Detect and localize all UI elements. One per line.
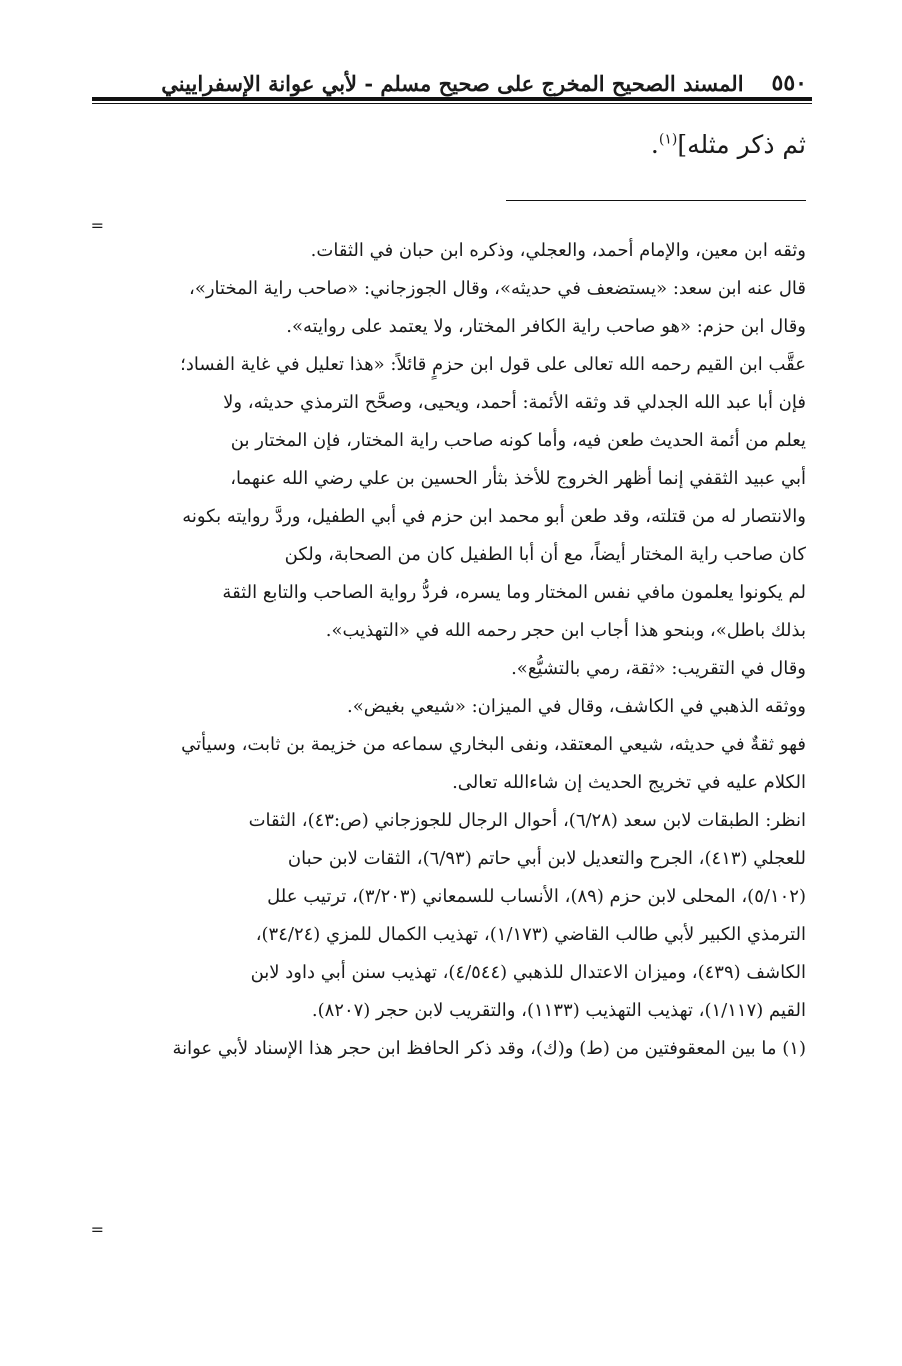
page-number: ٥٥٠ bbox=[771, 70, 807, 96]
footnote-line: فإن أبا عبد الله الجدلي قد وثقه الأئمة: أحمد، ويحيى، وصحَّح الترمذي حديثه، ولا bbox=[223, 392, 806, 413]
footnote-line: ووثقه الذهبي في الكاشف، وقال في الميزان: «شيعي بغيض». bbox=[347, 696, 806, 717]
footnote-line: انظر: الطبقات لابن سعد (٦/٢٨)، أحوال الرجال للجوزجاني (ص:٤٣)، الثقات bbox=[248, 810, 806, 831]
footnote-line: الكلام عليه في تخريج الحديث إن شاءالله تعالى. bbox=[452, 772, 806, 793]
continuation-mark-bottom: = bbox=[90, 1220, 104, 1239]
footnote-line: فهو ثقةٌ في حديثه، شيعي المعتقد، ونفى البخاري سماعه من خزيمة بن ثابت، وسيأتي bbox=[181, 734, 806, 755]
footnote-line: القيم (١/١١٧)، تهذيب التهذيب (١١٣٣)، والتقريب لابن حجر (٨٢٠٧). bbox=[311, 1000, 806, 1021]
footnote-line: للعجلي (٤١٣)، الجرح والتعديل لابن أبي حاتم (٦/٩٣)، الثقات لابن حبان bbox=[287, 848, 806, 869]
book-title: المسند الصحيح المخرج على صحيح مسلم - لأبي عوانة الإسفراييني bbox=[161, 70, 744, 96]
footnote-line: الترمذي الكبير لأبي طالب القاضي (١/١٧٣)، تهذيب الكمال للمزي (٣٤/٢٤)، bbox=[255, 924, 806, 945]
footnote-line: والانتصار له من قتلته، وقد طعن أبو محمد ابن حزم في أبي الطفيل، وردَّ روايته بكونه bbox=[182, 506, 806, 527]
footnote-separator bbox=[506, 200, 806, 201]
main-text-body: ثم ذكر مثله] bbox=[677, 130, 806, 159]
footnote-line: لم يكونوا يعلمون مافي نفس المختار وما يسره، فردُّ رواية الصاحب والتابع الثقة bbox=[222, 582, 806, 603]
footnotes bbox=[96, 232, 806, 1068]
header-rule-thin bbox=[92, 103, 812, 104]
running-header bbox=[160, 66, 807, 100]
header-rule bbox=[92, 97, 812, 101]
footnote-line: قال عنه ابن سعد: «يستضعف في حديثه»، وقال الجوزجاني: «صاحب راية المختار»، bbox=[189, 278, 806, 299]
footnote-line: بذلك باطل»، وبنحو هذا أجاب ابن حجر رحمه الله في «التهذيب». bbox=[325, 620, 806, 641]
footnote-line: وثقه ابن معين، والإمام أحمد، والعجلي، وذكره ابن حبان في الثقات. bbox=[310, 240, 806, 261]
footnote-line: عقَّب ابن القيم رحمه الله تعالى على قول ابن حزمٍ قائلاً: «هذا تعليل في غاية الفساد؛ bbox=[180, 354, 806, 375]
footnote-line-1: (١) ما بين المعقوفتين من (ط) و(ك)، وقد ذكر الحافظ ابن حجر هذا الإسناد لأبي عوانة bbox=[172, 1038, 806, 1059]
footnote-line: يعلم من أئمة الحديث طعن فيه، وأما كونه صاحب راية المختار، فإن المختار بن bbox=[230, 430, 806, 451]
footnote-line: وقال في التقريب: «ثقة، رمي بالتشيُّع». bbox=[511, 658, 806, 679]
footnote-line: كان صاحب راية المختار أيضاً، مع أن أبا الطفيل كان من الصحابة، ولكن bbox=[284, 544, 806, 565]
footnote-line: الكاشف (٤٣٩)، وميزان الاعتدال للذهبي (٤/٥٤٤)، تهذيب سنن أبي داود لابن bbox=[250, 962, 806, 983]
footnote-line: (٥/١٠٢)، المحلى لابن حزم (٨٩)، الأنساب للسمعاني (٣/٢٠٣)، ترتيب علل bbox=[267, 886, 806, 907]
footnote-reference: (١) bbox=[658, 131, 678, 148]
footnote-line: أبي عبيد الثقفي إنما أظهر الخروج للأخذ بثأر الحسين بن علي رضي الله عنهما، bbox=[230, 468, 806, 489]
continuation-mark-top: = bbox=[90, 216, 104, 235]
main-text bbox=[96, 125, 806, 165]
footnote-line: وقال ابن حزم: «هو صاحب راية الكافر المختار، ولا يعتمد على روايته». bbox=[286, 316, 806, 337]
main-text-period: . bbox=[650, 130, 659, 159]
